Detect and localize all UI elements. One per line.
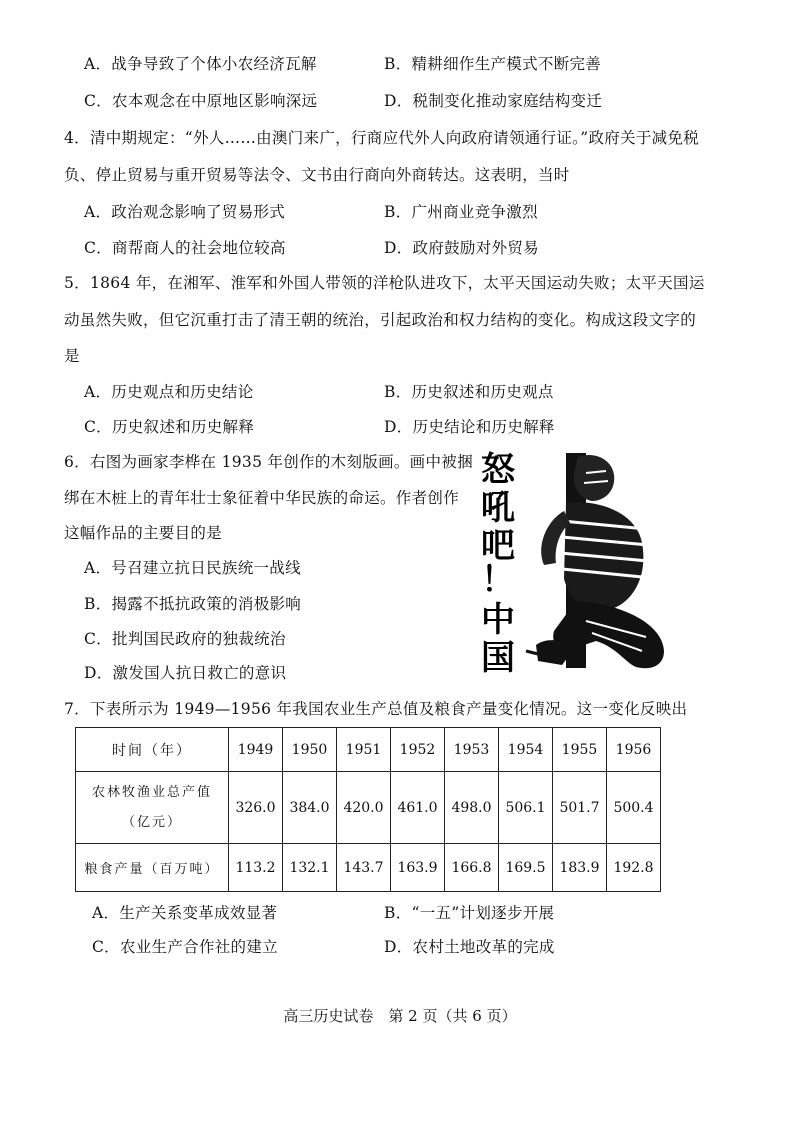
- table-cell: 498.0: [445, 772, 499, 844]
- artwork-char-2: 吼: [481, 488, 515, 528]
- table-cell: 326.0: [229, 772, 283, 844]
- q6-option-b: B．揭露不抵抗政策的消极影响: [84, 595, 302, 613]
- table-row: [76, 844, 661, 892]
- year-cell: 1953: [445, 728, 499, 772]
- q7-option-d: D．农村土地改革的完成: [384, 938, 555, 956]
- year-cell: 1954: [499, 728, 553, 772]
- q6-option-c: C．批判国民政府的独裁统治: [84, 630, 286, 648]
- q5-option-c: C．历史叙述和历史解释: [84, 418, 255, 436]
- q4-stem-line2: 负、停止贸易与重开贸易等法令、文书由行商向外商转达。这表明，当时: [64, 166, 570, 184]
- artwork-char-1: 怒: [481, 451, 515, 490]
- table-cell: 506.1: [499, 772, 553, 844]
- q4-option-a: A．政治观念影响了贸易形式: [84, 203, 286, 221]
- table-cell: 420.0: [337, 772, 391, 844]
- table-cell: 166.8: [445, 844, 499, 892]
- table-cell: 461.0: [391, 772, 445, 844]
- row-label-output: [76, 772, 229, 844]
- q4-stem-line1: 4．清中期规定：“外人……由澳门来广，行商应代外人向政府请领通行证。”政府关于减免税: [64, 129, 700, 147]
- q3-option-b: B．精耕细作生产模式不断完善: [384, 55, 602, 73]
- row-label-line: 农林牧渔业总产值: [91, 784, 212, 800]
- year-cell: 1950: [283, 728, 337, 772]
- page-footer: 高三历史试卷 第 2 页（共 6 页）: [283, 1007, 517, 1025]
- woodcut-artwork: [466, 451, 670, 673]
- year-cell: 1956: [607, 728, 661, 772]
- q6-option-a: A．号召建立抗日民族统一战线: [84, 559, 301, 577]
- artwork-char-6: 国: [481, 638, 515, 673]
- table-cell: 183.9: [553, 844, 607, 892]
- q7-option-a: A．生产关系变革成效显著: [92, 904, 278, 922]
- table-row: [76, 772, 661, 844]
- table-cell: 132.1: [283, 844, 337, 892]
- q6-stem-line2: 绑在木桩上的青年壮士象征着中华民族的命运。作者创作: [64, 489, 460, 507]
- table-cell: 169.5: [499, 844, 553, 892]
- q3-option-a: A．战争导致了个体小农经济瓦解: [84, 55, 317, 73]
- table-cell: 501.7: [553, 772, 607, 844]
- year-cell: 1952: [391, 728, 445, 772]
- q4-option-d: D．政府鼓励对外贸易: [384, 239, 539, 257]
- q3-option-c: C．农本观念在中原地区影响深远: [84, 92, 318, 110]
- table-header-row: [76, 728, 661, 772]
- q5-stem-line2: 动虽然失败，但它沉重打击了清王朝的统治，引起政治和权力结构的变化。构成这段文字的: [64, 311, 697, 329]
- q6-stem-line3: 这幅作品的主要目的是: [64, 524, 223, 542]
- year-cell: 1951: [337, 728, 391, 772]
- q5-option-b: B．历史叙述和历史观点: [384, 383, 554, 401]
- q6-option-d: D．激发国人抗日救亡的意识: [84, 664, 287, 682]
- q4-option-b: B．广州商业竞争激烈: [384, 203, 538, 221]
- row-label-grain: 粮食产量（百万吨）: [76, 844, 229, 892]
- q3-option-d: D．税制变化推动家庭结构变迁: [384, 92, 603, 110]
- table-cell: 384.0: [283, 772, 337, 844]
- artwork-char-4: ！: [481, 560, 515, 600]
- q6-stem-line1: 6．右图为画家李桦在 1935 年创作的木刻版画。画中被捆: [64, 453, 473, 471]
- table-cell: 192.8: [607, 844, 661, 892]
- year-cell: 1949: [229, 728, 283, 772]
- artwork-char-3: 吧: [481, 526, 515, 566]
- q5-option-d: D．历史结论和历史解释: [384, 418, 555, 436]
- q7-stem-line1: 7．下表所示为 1949—1956 年我国农业生产总值及粮食产量变化情况。这一变化反映出: [64, 700, 688, 718]
- table-header-label: 时间（年）: [76, 728, 229, 772]
- agriculture-data-table: [75, 727, 661, 892]
- year-cell: 1955: [553, 728, 607, 772]
- q4-option-c: C．商帮商人的社会地位较高: [84, 239, 286, 257]
- table-cell: 163.9: [391, 844, 445, 892]
- woodcut-figure-illustration: [466, 451, 670, 673]
- artwork-char-5: 中: [481, 600, 515, 640]
- q7-option-b: B．“一五”计划逐步开展: [384, 904, 555, 922]
- table-cell: 143.7: [337, 844, 391, 892]
- q5-option-a: A．历史观点和历史结论: [84, 383, 254, 401]
- row-label-line: （亿元）: [121, 814, 182, 830]
- q7-option-c: C．农业生产合作社的建立: [92, 938, 278, 956]
- q5-stem-line3: 是: [64, 347, 80, 365]
- table-cell: 500.4: [607, 772, 661, 844]
- q5-stem-line1: 5．1864 年，在湘军、淮军和外国人带领的洋枪队进攻下，太平天国运动失败；太平天国运: [64, 274, 705, 292]
- table-cell: 113.2: [229, 844, 283, 892]
